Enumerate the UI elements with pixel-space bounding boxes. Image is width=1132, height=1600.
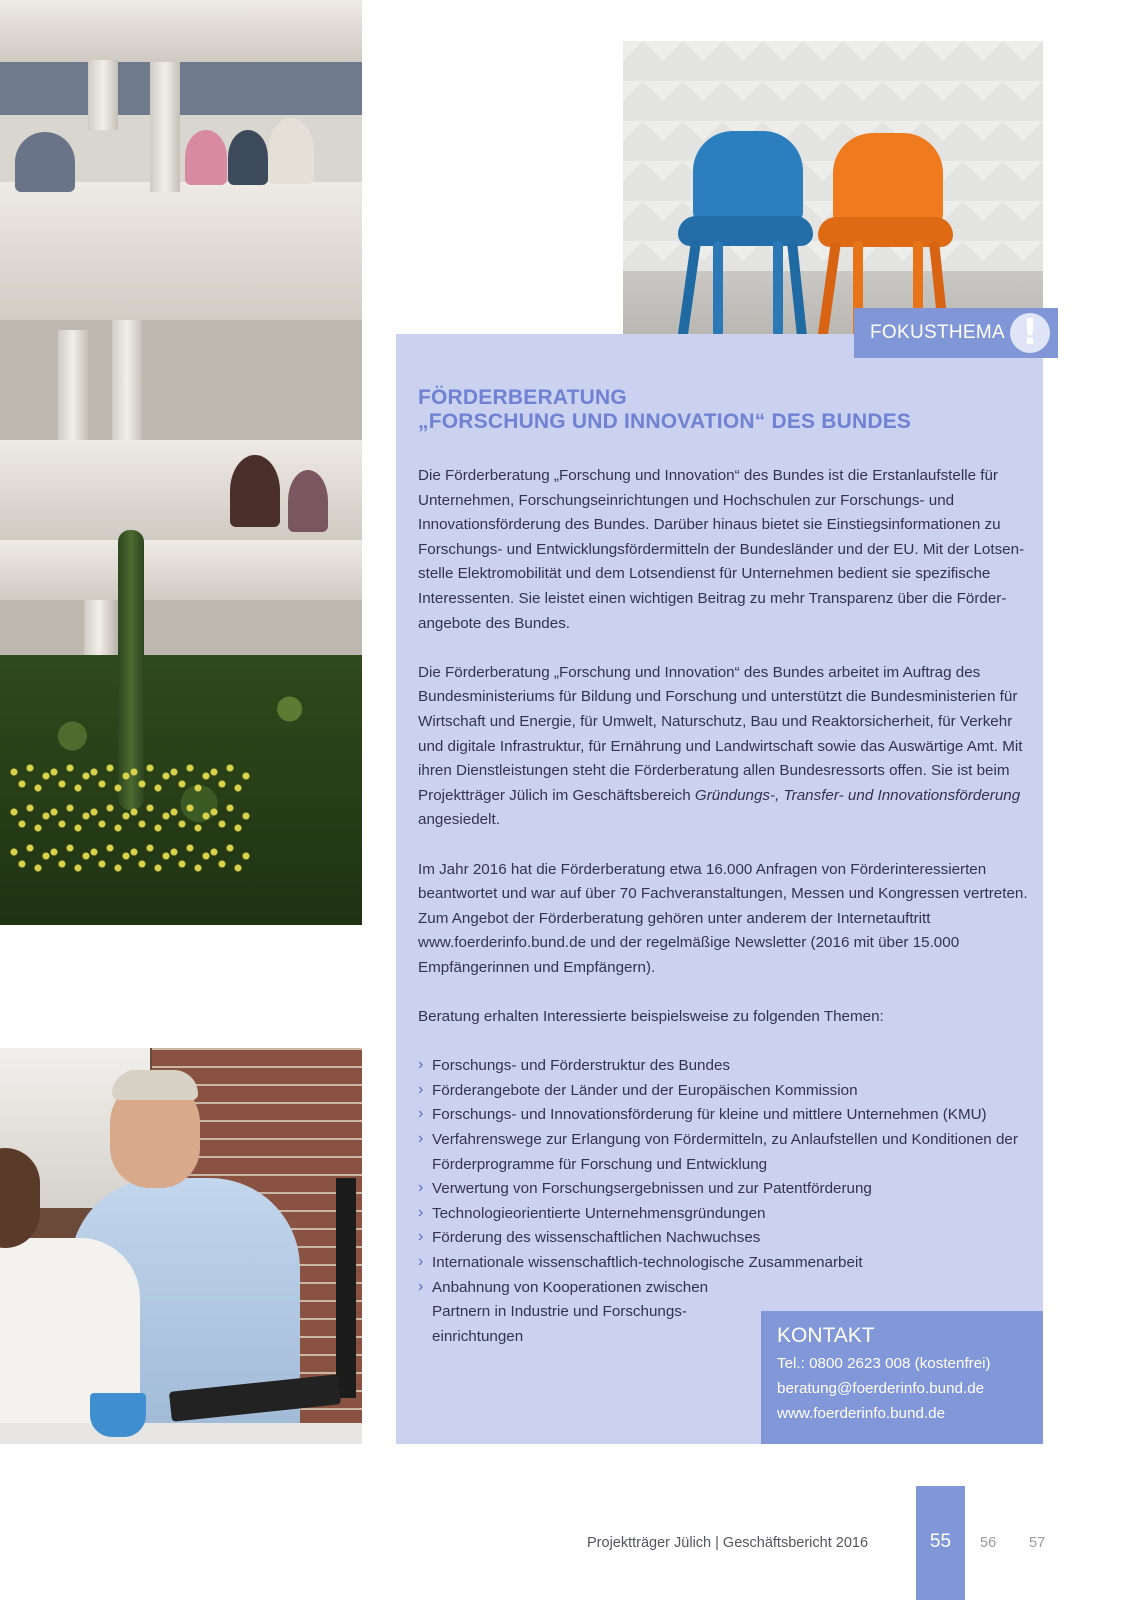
exclamation-icon: ! xyxy=(1010,313,1050,353)
paragraph-3: Im Jahr 2016 hat die Förderberatung etwa 16.000 Anfragen von Förderinteressierten beantwortet und war auf über 70 Fachveranstaltungen, Messen und Kongressen vertreten. Zum Angebot der Förderberatung gehören unter anderem der Internetauftritt www.foerderinfo.bund.de und der regelmäßige Newsletter (2016 mit über 15.000 Empfängerinnen und Empfängern). xyxy=(418,860,1028,976)
content-panel xyxy=(396,334,1043,1444)
list-item: › Forschungs- und Innovationsförderung für kleine und mittlere Unternehmen (KMU) xyxy=(418,1103,1028,1128)
architecture-photo xyxy=(0,0,362,925)
list-item: › Internationale wissenschaftlich-technologische Zusammenarbeit xyxy=(418,1251,1028,1276)
list-item: › Anbahnung von Kooperationen zwischen Partnern in Industrie und Forschungseinrichtungen xyxy=(418,1276,718,1350)
focus-label: FOKUSTHEMA xyxy=(870,322,1005,343)
list-item: › Technologieorientierte Unternehmensgründungen xyxy=(418,1202,1028,1227)
topics-list xyxy=(418,1054,1028,1349)
page-number-current[interactable]: 55 xyxy=(916,1486,965,1600)
page-number-next-2[interactable]: 57 xyxy=(1029,1535,1046,1551)
paragraph-1: Die Förderberatung „Forschung und Innovation“ des Bundes ist die Erstanlaufstelle für Unternehmen, Forschungseinrichtungen und Hochschulen zur Forschungs- und Innovationsförderung des Bundes. Darüber hinaus bietet sie Einstiegsinformationen zu Forschungs- und Entwicklungsfördermitteln der Bundesländer und der EU. Mit der Lotsenstelle Elektromobilität und dem Lotsendienst für Unternehmen bedient sie spezifische Interessenten. Sie leistet einen wichtigen Beitrag zu mehr Transparenz über die Förderangebote des Bundes. xyxy=(418,467,1025,632)
contact-phone: Tel.: 0800 2623 008 (kostenfrei) xyxy=(777,1355,991,1372)
list-item: › Forschungs- und Förderstruktur des Bundes xyxy=(418,1054,1028,1079)
contact-web-link[interactable]: www.foerderinfo.bund.de xyxy=(777,1405,946,1422)
heading-line-1: FÖRDERBERATUNG xyxy=(418,386,627,409)
contact-box xyxy=(761,1311,1043,1444)
paragraph-2-italic: Gründungs-, Transfer- und Innovationsförderung xyxy=(694,786,1021,804)
article-heading xyxy=(418,386,1028,434)
focus-label-box xyxy=(854,308,1058,358)
contact-email-link[interactable]: beratung@foerderinfo.bund.de xyxy=(777,1380,985,1397)
page-number-next[interactable]: 56 xyxy=(980,1535,997,1551)
list-item: › Förderangebote der Länder und der Europäischen Kommission xyxy=(418,1079,1028,1104)
office-photo xyxy=(0,1048,362,1444)
paragraph-2-end: angesiedelt. xyxy=(418,811,500,829)
paragraph-2-text: Die Förderberatung „Forschung und Innovation“ des Bundes arbeitet im Auftrag des Bundesministeriums für Bildung und Forschung und unterstützt die Bundesministerien für Wirtschaft und Energie, für Umwelt, Naturschutz, Bau und Reaktorsicherheit, für Verkehr und digitale Infrastruktur, für Ernährung und Landwirtschaft sowie das Auswärtige Amt. Mit ihren Dienstleistungen steht die Förderberatung allen Bundesressorts offen. Sie ist beim Projektträger Jülich im Geschäftsbereich xyxy=(418,663,1023,804)
paragraph-2 xyxy=(418,661,1028,833)
list-item: › Förderung des wissenschaftlichen Nachwuchses xyxy=(418,1226,1028,1251)
heading-line-2: „FORSCHUNG UND INNOVATION“ DES BUNDES xyxy=(418,410,912,433)
footer-title: Projektträger Jülich | Geschäftsbericht 2016 xyxy=(587,1535,869,1551)
article-body xyxy=(418,464,1028,1349)
list-item: › Verwertung von Forschungsergebnissen und zur Patentförderung xyxy=(418,1177,1028,1202)
paragraph-4: Beratung erhalten Interessierte beispielsweise zu folgenden Themen: xyxy=(418,1008,884,1026)
list-item: › Verfahrenswege zur Erlangung von Fördermitteln, zu Anlaufstellen und Konditionen der Förderprogramme für Forschung und Entwicklung xyxy=(418,1128,1028,1177)
contact-title: KONTAKT xyxy=(777,1324,875,1347)
